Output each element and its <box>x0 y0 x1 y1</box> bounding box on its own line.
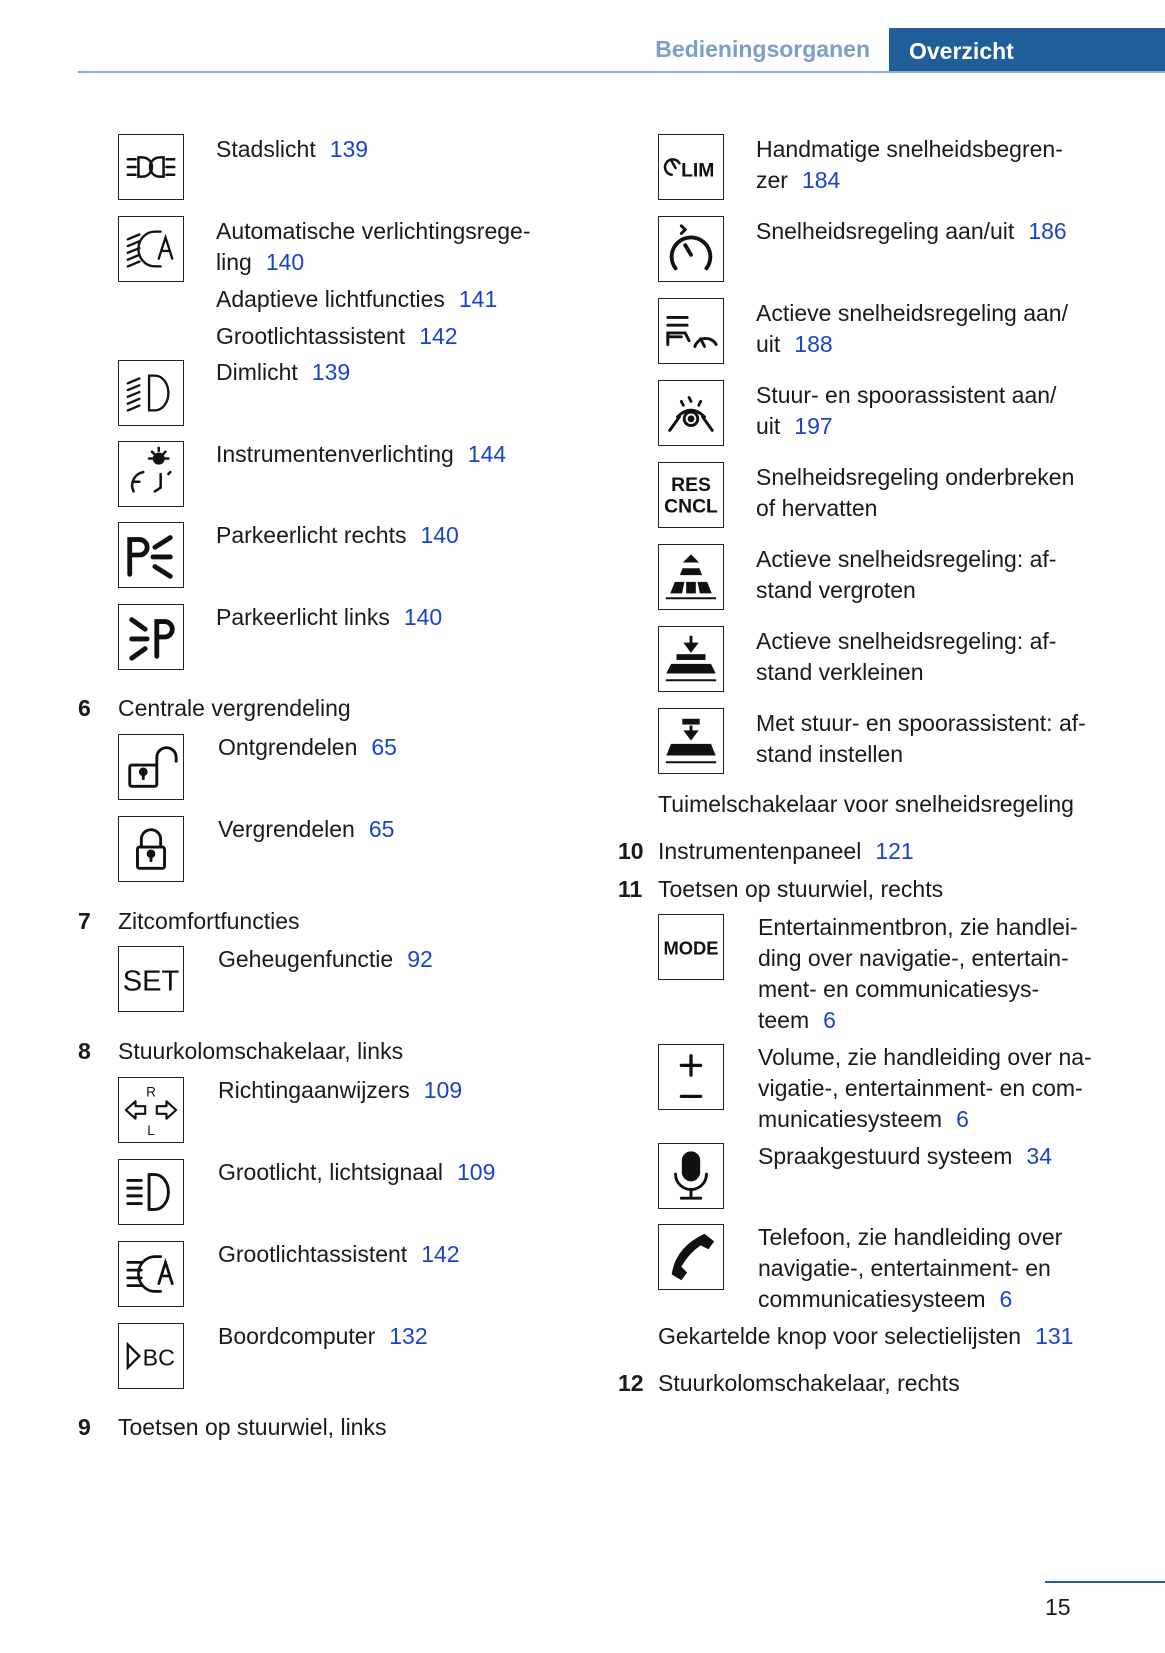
page-ref[interactable]: 6 <box>823 1007 836 1033</box>
distance-increase-icon <box>658 544 724 610</box>
res-label: RES <box>671 475 711 497</box>
item-adaptive-light: Adaptieve lichtfuncties 141 <box>216 286 498 312</box>
speed-limiter-label: LIM <box>681 160 715 182</box>
page-ref[interactable]: 6 <box>956 1106 969 1132</box>
turn-right-label: R <box>146 1084 156 1100</box>
board-computer-label: BC <box>142 1344 175 1371</box>
footer-rule <box>1045 1581 1165 1583</box>
page-ref[interactable]: 121 <box>875 838 914 864</box>
low-beam-icon <box>118 360 184 426</box>
page-ref[interactable]: 109 <box>457 1159 496 1185</box>
page-ref[interactable]: 142 <box>421 1241 460 1267</box>
item-grootlichtassistent: Grootlichtassistent 142 <box>218 1241 460 1267</box>
item-number: 7 <box>78 908 91 934</box>
page-ref[interactable]: 186 <box>1028 218 1067 244</box>
page-ref[interactable]: 65 <box>371 734 397 760</box>
page-ref[interactable]: 109 <box>423 1077 463 1103</box>
parking-light-icon <box>118 134 184 200</box>
page-ref[interactable]: 140 <box>420 522 459 548</box>
unlock-icon <box>118 734 184 800</box>
parking-light-left-icon <box>118 604 184 670</box>
page-number: 15 <box>1045 1594 1071 1620</box>
item-number: 8 <box>78 1038 91 1064</box>
header-tab: Overzicht <box>889 28 1165 73</box>
section-toetsen-rechts: Toetsen op stuurwiel, rechts <box>658 876 944 902</box>
volume-icon <box>658 1044 724 1110</box>
page-ref[interactable]: 188 <box>794 331 833 357</box>
set-icon <box>118 946 184 1012</box>
microphone-icon <box>658 1143 724 1209</box>
item-number: 9 <box>78 1414 91 1440</box>
page-ref[interactable]: 141 <box>458 286 498 312</box>
speed-limiter-icon <box>658 134 724 200</box>
page-ref[interactable]: 144 <box>467 441 507 467</box>
board-computer-icon <box>118 1323 184 1389</box>
item-volume: Volume, zie handleiding over na- vigatie-, entertainment- en com- municatiesysteem 6 <box>758 1044 1092 1132</box>
item-distance-set: Met stuur- en spoorassistent: af- stand instellen <box>756 710 1086 767</box>
item-active-cruise: Actieve snelheidsregeling aan/ uit 188 <box>756 300 1068 357</box>
high-beam-assistant-icon <box>118 1241 184 1307</box>
distance-set-icon <box>658 708 724 774</box>
page-ref[interactable]: 197 <box>794 413 833 439</box>
auto-headlight-icon <box>118 216 184 282</box>
page-ref[interactable]: 92 <box>407 946 433 972</box>
item-number: 11 <box>618 876 643 902</box>
turn-left-label: L <box>147 1123 155 1139</box>
item-lane-assist: Stuur- en spoorassistent aan/ uit 197 <box>756 382 1057 439</box>
instrument-lighting-icon <box>118 441 184 507</box>
page-ref[interactable]: 6 <box>999 1286 1013 1312</box>
section-zitcomfortfuncties: Zitcomfortfuncties <box>118 908 300 934</box>
phone-icon <box>658 1224 724 1290</box>
res-cncl-icon <box>658 462 724 528</box>
section-centrale-vergrendeling: Centrale vergrendeling <box>118 695 351 721</box>
item-instrumentenverlichting: Instrumentenverlichting 144 <box>216 441 507 467</box>
distance-decrease-icon <box>658 626 724 692</box>
active-cruise-icon <box>658 298 724 364</box>
section-instrumentenpaneel: Instrumentenpaneel 121 <box>658 838 914 864</box>
item-parking-right: Parkeerlicht rechts 140 <box>216 522 459 548</box>
set-icon-label: SET <box>122 965 180 998</box>
turn-signal-icon <box>118 1077 184 1143</box>
mode-icon <box>658 914 724 980</box>
item-richtingaanwijzers: Richtingaanwijzers 109 <box>218 1077 463 1103</box>
section-toetsen-links: Toetsen op stuurwiel, links <box>118 1414 387 1440</box>
cruise-control-icon <box>658 216 724 282</box>
item-number: 12 <box>618 1370 644 1396</box>
item-gekartelde-knop: Gekartelde knop voor selectielijsten 131 <box>658 1323 1074 1349</box>
mode-label: MODE <box>663 937 719 959</box>
high-beam-icon <box>118 1159 184 1225</box>
item-entertainmentbron: Entertainmentbron, zie handlei- ding over navigatie-, entertain- ment- en communicatiesys- teem 6 <box>758 914 1078 1033</box>
item-res-cncl: Snelheidsregeling onderbreken of hervatten <box>756 464 1075 521</box>
item-high-beam-assistant: Grootlichtassistent 142 <box>216 323 458 349</box>
item-number: 6 <box>78 695 91 721</box>
item-spraak: Spraakgestuurd systeem 34 <box>758 1143 1052 1169</box>
lock-icon <box>118 816 184 882</box>
item-vergrendelen: Vergrendelen 65 <box>218 816 395 842</box>
page-ref[interactable]: 140 <box>265 249 305 275</box>
item-dimlicht: Dimlicht 139 <box>216 359 351 385</box>
item-number: 10 <box>618 838 644 864</box>
item-parking-left: Parkeerlicht links 140 <box>216 604 443 630</box>
item-distance-increase: Actieve snelheidsregeling: af- stand vergroten <box>756 546 1057 603</box>
page-ref[interactable]: 131 <box>1035 1323 1074 1349</box>
page-ref[interactable]: 34 <box>1026 1143 1052 1169</box>
item-stadslicht: Stadslicht 139 <box>216 136 369 162</box>
section-stuurkolom-links: Stuurkolomschakelaar, links <box>118 1038 404 1064</box>
lane-assist-icon <box>658 380 724 446</box>
header-rule <box>78 71 1165 73</box>
item-ontgrendelen: Ontgrendelen 65 <box>218 734 397 760</box>
page-ref[interactable]: 140 <box>403 604 443 630</box>
parking-light-right-icon <box>118 522 184 588</box>
item-grootlicht: Grootlicht, lichtsignaal 109 <box>218 1159 496 1185</box>
item-geheugenfunctie: Geheugenfunctie 92 <box>218 946 433 972</box>
item-distance-decrease: Actieve snelheidsregeling: af- stand verkleinen <box>756 628 1057 685</box>
page-ref[interactable]: 139 <box>311 359 351 385</box>
section-stuurkolom-rechts: Stuurkolomschakelaar, rechts <box>658 1370 960 1396</box>
item-tuimelschakelaar: Tuimelschakelaar voor snelheidsregeling <box>658 791 1074 817</box>
item-cruise-onoff: Snelheidsregeling aan/uit 186 <box>756 218 1067 244</box>
item-telefoon: Telefoon, zie handleiding over navigatie-, entertainment- en communicatiesysteem 6 <box>758 1224 1063 1312</box>
item-speed-limiter: Handmatige snelheidsbegren- zer 184 <box>756 136 1063 193</box>
page-ref[interactable]: 184 <box>801 167 841 193</box>
item-auto-lighting: Automatische verlichtingsrege- ling 140 <box>216 218 531 275</box>
item-boordcomputer: Boordcomputer 132 <box>218 1323 428 1349</box>
cncl-label: CNCL <box>664 496 718 518</box>
page-ref[interactable]: 132 <box>389 1323 428 1349</box>
page-ref[interactable]: 142 <box>419 323 458 349</box>
page-ref[interactable]: 65 <box>368 816 395 842</box>
header-section: Bedieningsorganen <box>655 36 870 62</box>
page-ref[interactable]: 139 <box>329 136 369 162</box>
